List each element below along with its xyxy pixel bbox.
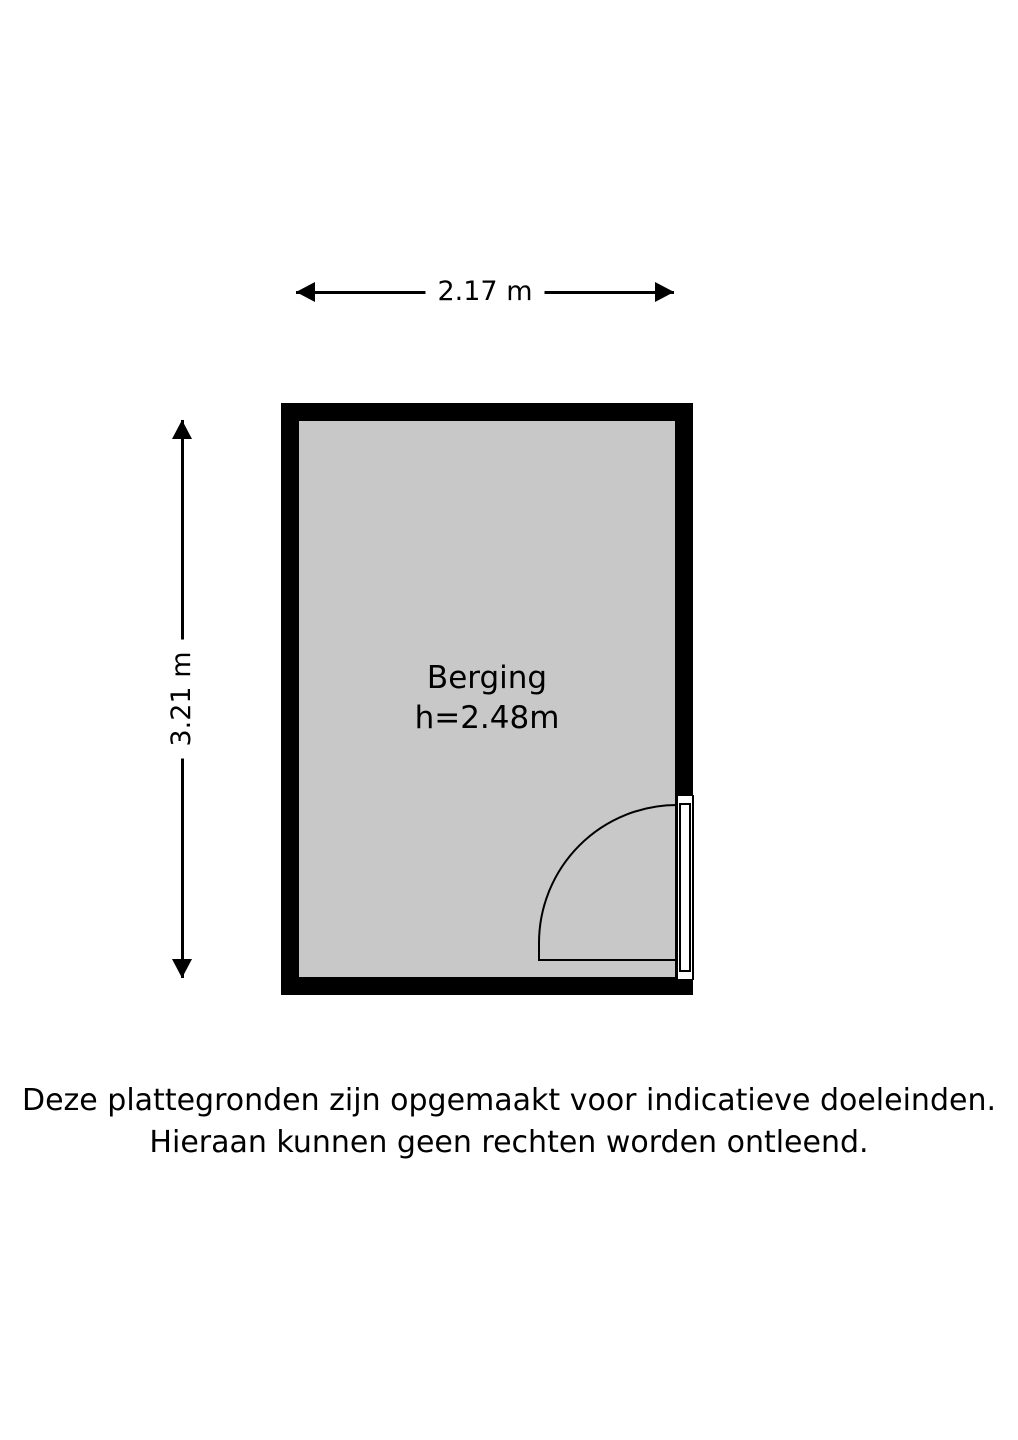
height-dimension bbox=[162, 420, 202, 978]
disclaimer-line-2: Hieraan kunnen geen rechten worden ontleend. bbox=[149, 1125, 869, 1160]
arrow-down-icon bbox=[172, 959, 192, 978]
width-dimension bbox=[296, 272, 674, 312]
room-name: Berging bbox=[426, 660, 548, 696]
door-icon bbox=[528, 795, 700, 980]
arrow-up-icon bbox=[172, 420, 192, 439]
disclaimer-line-1: Deze plattegronden zijn opgemaakt voor indicatieve doeleinden. bbox=[22, 1083, 996, 1118]
disclaimer-text bbox=[0, 1080, 1018, 1164]
height-dimension-label: 3.21 m bbox=[162, 639, 202, 758]
arrow-right-icon bbox=[655, 282, 674, 302]
room-ceiling-height: h=2.48m bbox=[414, 700, 560, 736]
arrow-left-icon bbox=[296, 282, 315, 302]
width-dimension-label: 2.17 m bbox=[425, 272, 544, 312]
